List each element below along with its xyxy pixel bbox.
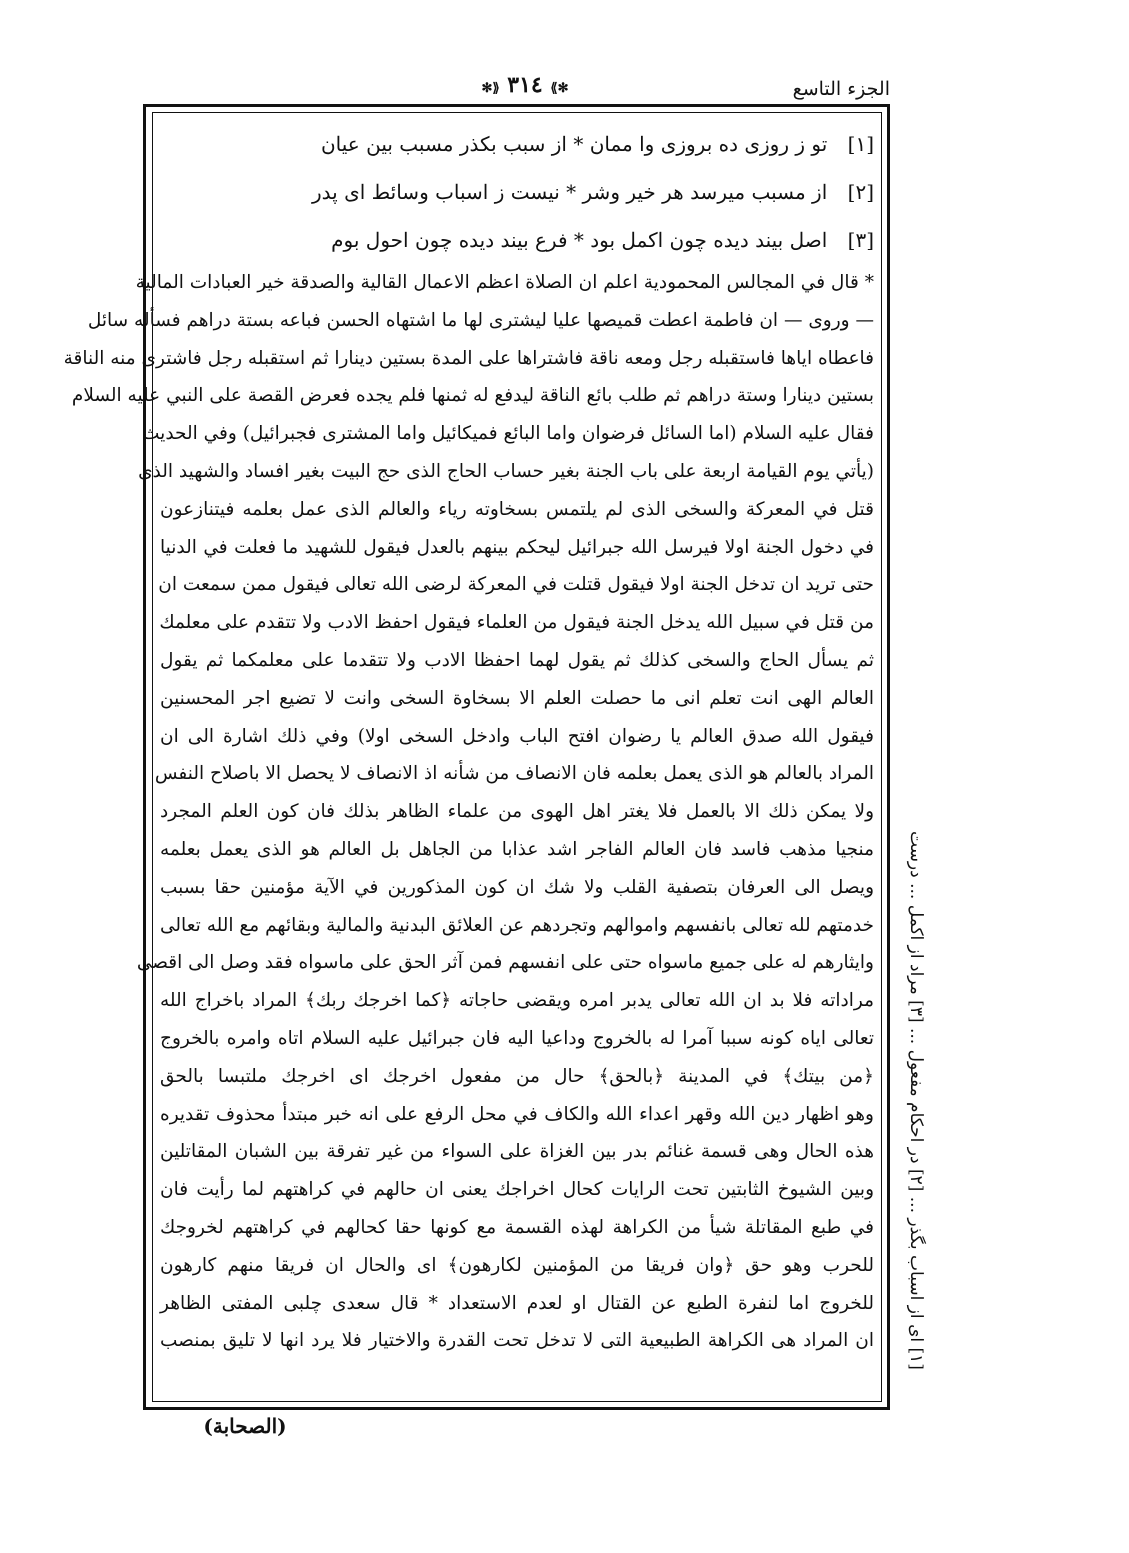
body-line: المراد بالعالم هو الذى يعمل بعلمه فان الانصاف من شأنه اذ الانصاف لا يحصل الا باصلاح النفس (154, 763, 874, 785)
verse-number: [١] (847, 132, 874, 156)
verse-text: از مسبب ميرسد هر خير وشر * نيست ز اسباب وسائط ای پدر (312, 180, 828, 204)
verse (160, 216, 874, 264)
page-number-ornament-right: ⟪✻ (481, 81, 500, 96)
body-line: العالم الهى انت تعلم انى ما حصلت العلم الا بسخاوة السخى وانت لا تضيع اجر المحسنين (160, 687, 874, 709)
body-line: ثم يسأل الحاج والسخى كذلك ثم يقول لهما احفظا الادب ولا تتقدما على معلمكما ثم يقول (160, 649, 874, 671)
body-line: وبين الشيوخ الثابتين تحت الرايات كحال اخراجك يعنى ان حالهم في كراهتهم لما رأيت فان (160, 1179, 874, 1201)
body-line: ان المراد هى الكراهة الطبيعية التى لا تدخل تحت القدرة والاختيار فلا يرد انها لا تليق بمنصب (160, 1330, 874, 1352)
body-line: وايثارهم له على جميع ماسواه حتى على انفسهم فمن آثر الحق على ماسواه فقد وصل الى اقصى (136, 952, 874, 974)
body-line: ولا يمكن ذلك الا بالعمل فلا يغتر اهل الهوى من علماء الظاهر بذلك فان كون العلم المجرد (160, 801, 874, 823)
volume-label: الجزء التاسع (792, 78, 890, 100)
verse-number: [٢] (847, 180, 874, 204)
body-line: للخروج اما لنفرة الطبع عن القتال او لعدم الاستعداد * قال سعدى چلبى المفتى الظاهر (160, 1292, 874, 1314)
body-line: من قتل في سبيل الله يدخل الجنة فيقول من العلماء فيقول احفظ الادب ولا تتقدم على معلمك (159, 612, 874, 634)
body-line: ﴿من بيتك﴾ في المدينة ﴿بالحق﴾ حال من مفعول اخرجك اى اخرجك ملتبسا بالحق (160, 1065, 874, 1087)
body-line: في دخول الجنة اولا فيرسل الله جبرائيل ليحكم بينهم بالعدل فيقول للشهيد ما فعلت في الدنيا (160, 536, 874, 558)
body-line: ويصل الى العرفان بتصفية القلب ولا شك ان كون المذكورين في الآية مؤمنين حقا بسبب (160, 876, 874, 898)
body-line: فاعطاه اياها فاستقبله رجل ومعه ناقة فاشتراها على المدة بستين دينارا ثم استقبله رجل فاشترى منه الناقة (63, 347, 874, 369)
body-line: وهو اظهار دين الله وقهر اعداء الله والكاف في محل الرفع على انه خبر مبتدأ محذوف تقديره (160, 1103, 874, 1125)
body-line: خدمتهم لله تعالى بانفسهم واموالهم وتجردهم عن العلائق البدنية والمالية وبقائهم مع الله تعالى (160, 914, 874, 936)
verse (160, 168, 874, 216)
body-line: حتى تريد ان تدخل الجنة اولا فيقول قتلت في المعركة لرضى الله تعالى فيقول ممن سمعت ان (158, 574, 874, 596)
body-line: — وروى — ان فاطمة اعطت قميصها عليا ليشترى لها ما اشتهاه الحسن فباعه بستة دراهم فسأله سائل (87, 309, 874, 331)
body-line: قتل في المعركة والسخى الذى لم يلتمس بسخاوته رياء والعالم الذى عمل بعلمه فيتنازعون (160, 498, 874, 520)
text-body (63, 120, 874, 1360)
body-line: * قال في المجالس المحمودية اعلم ان الصلاة اعظم الاعمال القالية والصدقة خير العبادات المالية (135, 272, 874, 293)
body-line: هذه الحال وهى قسمة غنائم بدر بين الغزاة على السواء من غير تفرقة بين الشبان المقاتلين (160, 1141, 874, 1163)
body-line: منجيا مذهب فاسد فان العالم الفاجر اشد عذابا من الجاهل بل العالم هو الذى يعمل بعلمه (160, 838, 874, 860)
margin-note: [١] اى ا‌ز اسباب بگذر ... [٢] در احكام مفعول ... [٣] مراد از اكمل ... درست (906, 831, 926, 1370)
body-line: بستين دينارا وستة دراهم ثم طلب بائع الناقة ليدفع له ثمنها فلم يجده فعرض القصة على النبي عليه السلام (71, 385, 874, 407)
body-line: مراداته فلا بد ان الله تعالى يدبر امره ويقضى حاجاته ﴿كما اخرجك ربك﴾ المراد باخراج الله (160, 990, 874, 1012)
verse-text: اصل بيند ديده چون اكمل بود * فرع بيند ديده چون احول بوم (331, 228, 828, 252)
body-line: في طبع المقاتلة شيأ من الكراهة لهذه القسمة مع كونها حقا كحالهم في كراهتهم لخروجك (160, 1216, 874, 1238)
page-number-text: ٣١٤ (507, 72, 543, 98)
body-line: فيقول الله صدق العالم يا رضوان افتح الباب وادخل السخى اولا) وفي ذلك اشارة الى ان (160, 725, 874, 747)
body-line: (يأتي يوم القيامة اربعة على باب الجنة بغير حساب الحاج الذى حج البيت بغير افساد والشهيد الذى (138, 460, 874, 482)
page-number-ornament-left: ✻⟫ (550, 81, 569, 96)
catchword: (الصحابة) (203, 1414, 287, 1438)
verse-number: [٣] (847, 228, 874, 252)
body-line: فقال عليه السلام (اما السائل فرضوان واما البائع فميكائيل واما المشترى فجبرائيل) وفي الحديث (142, 423, 874, 445)
verse (160, 120, 874, 168)
page-number (470, 72, 580, 98)
body-line: تعالى اياه كونه سببا آمرا له بالخروج وداعيا اليه فان جبرائيل عليه السلام اتاه وامره بالخروج (160, 1027, 874, 1049)
body-line: للحرب وهو حق ﴿وان فريقا من المؤمنين لكارهون﴾ اى والحال ان فريقا منهم كارهون (160, 1254, 874, 1276)
verse-text: تو ز روزی ده بروزی وا ممان * از سبب بكذر مسبب بين عيان (320, 132, 828, 156)
